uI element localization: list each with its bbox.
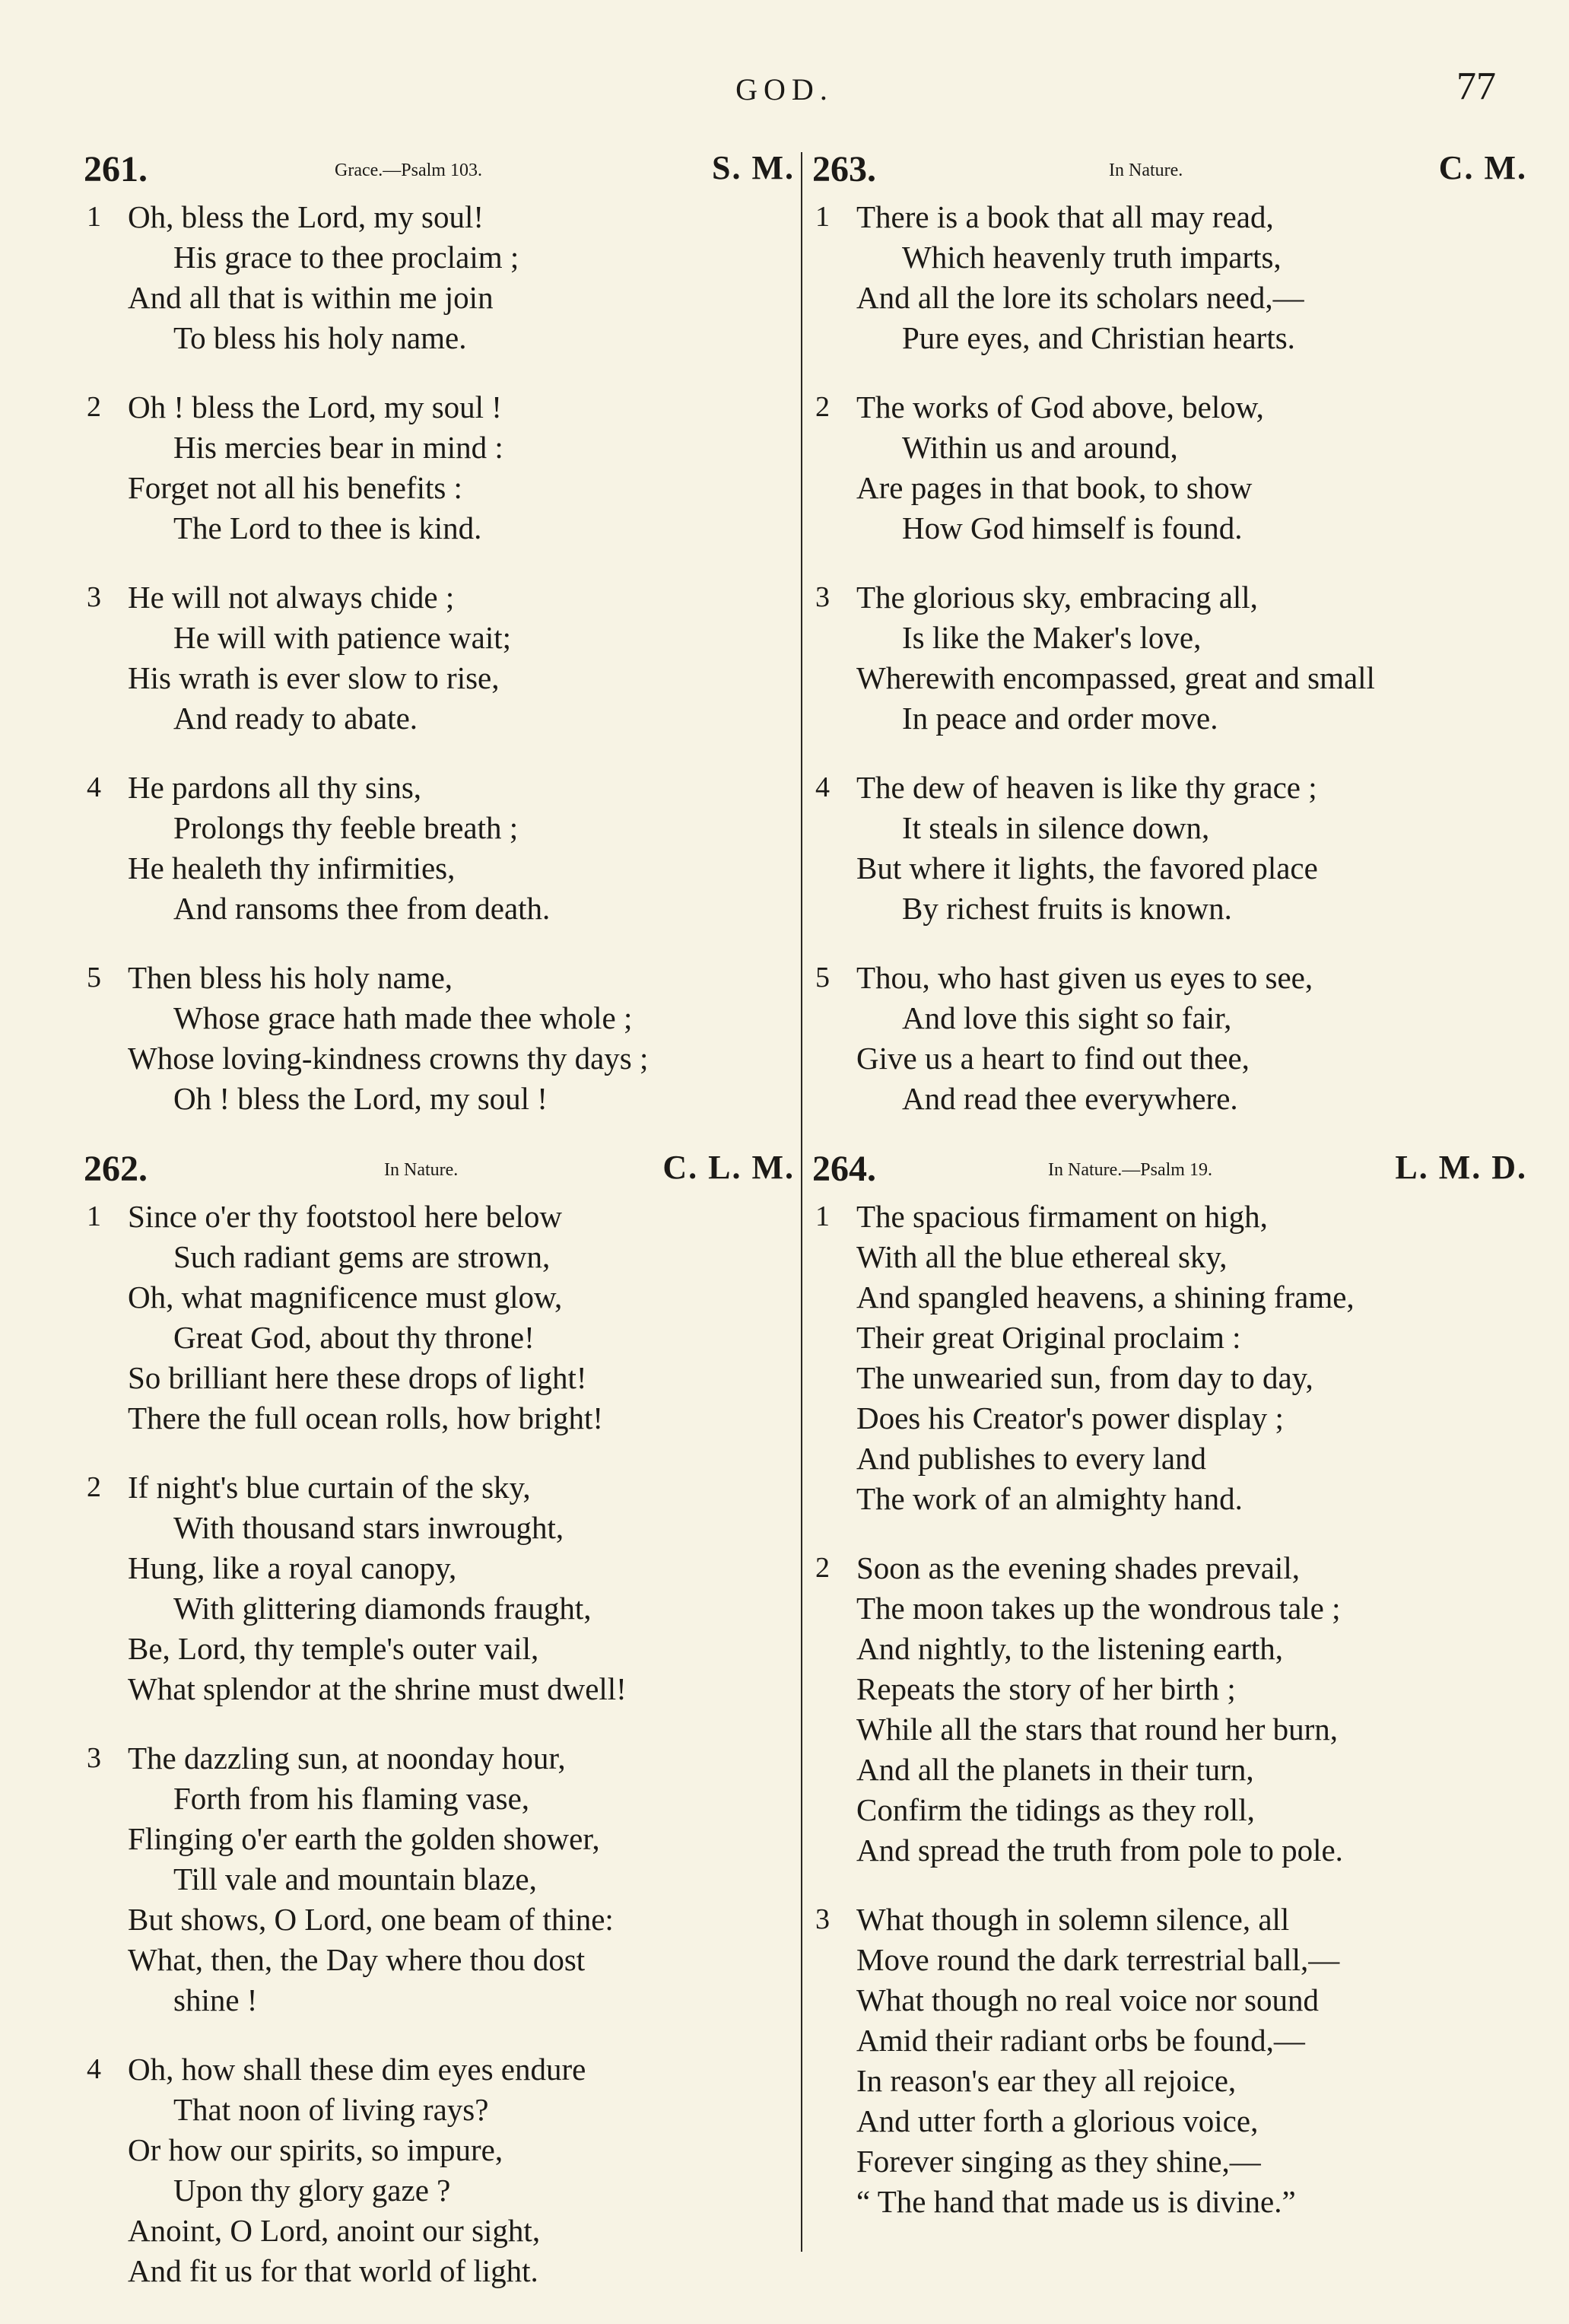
verse-line: What though no real voice nor sound	[856, 1982, 1320, 2017]
verse-line: Confirm the tidings as they roll,	[856, 1792, 1255, 1827]
verse-line: Give us a heart to find out thee,	[856, 1041, 1250, 1076]
column-divider	[801, 152, 802, 2252]
stanza-number: 1	[815, 1200, 830, 1232]
verse-line: Repeats the story of her birth ;	[856, 1671, 1236, 1706]
verse-line: Oh ! bless the Lord, my soul !	[128, 389, 502, 424]
verse-line: And spread the truth from pole to pole.	[856, 1833, 1343, 1868]
hymn-header	[84, 1148, 795, 1197]
verse-line: Are pages in that book, to show	[856, 470, 1253, 505]
verse-line: Whose grace hath made thee whole ;	[173, 1000, 633, 1035]
verse-line: If night's blue curtain of the sky,	[128, 1470, 531, 1505]
verse-line: Then bless his holy name,	[128, 960, 453, 995]
verse-line: Oh, how shall these dim eyes endure	[128, 2052, 586, 2087]
verse-line: He will not always chide ;	[128, 580, 455, 615]
verse-line: And ransoms thee from death.	[173, 891, 551, 926]
verse-line: And love this sight so fair,	[902, 1000, 1232, 1035]
verse-line: Forget not all his benefits :	[128, 470, 462, 505]
verse-line: The moon takes up the wondrous tale ;	[856, 1591, 1341, 1626]
hymn-261	[84, 148, 795, 1119]
verse-line: His wrath is ever slow to rise,	[128, 660, 500, 695]
stanza-number: 4	[815, 771, 830, 803]
verse-line: And fit us for that world of light.	[128, 2253, 538, 2288]
running-head	[0, 67, 1569, 113]
stanza	[84, 577, 795, 739]
verse-line: That noon of living rays?	[173, 2092, 489, 2127]
verse-line: Whose loving-kindness crowns thy days ;	[128, 1041, 649, 1076]
verse-line: The work of an almighty hand.	[856, 1481, 1243, 1516]
verse-line: And spangled heavens, a shining frame,	[856, 1280, 1355, 1315]
stanza-number: 3	[87, 581, 101, 613]
verse-line: Prolongs thy feeble breath ;	[173, 810, 519, 845]
stanza	[812, 1548, 1527, 1871]
stanza	[84, 1197, 795, 1439]
verse-line: It steals in silence down,	[902, 810, 1210, 845]
hymn-meter: C. L. M.	[662, 1149, 795, 1186]
verse-line: What, then, the Day where thou dost	[128, 1942, 586, 1977]
stanza-number: 3	[815, 1903, 830, 1935]
verse-line: Or how our spirits, so impure,	[128, 2132, 503, 2167]
verse-line: He pardons all thy sins,	[128, 770, 422, 805]
hymn-number: 264.	[812, 1149, 876, 1189]
verse-line: There is a book that all may read,	[856, 199, 1274, 234]
hymn-title: In Nature.—Psalm 19.	[1048, 1160, 1212, 1180]
verse-line: The works of God above, below,	[856, 389, 1264, 424]
verse-line: Flinging o'er earth the golden shower,	[128, 1821, 600, 1856]
verse-line: Which heavenly truth imparts,	[902, 240, 1282, 275]
verse-line: Their great Original proclaim :	[856, 1320, 1241, 1355]
verse-line: And nightly, to the listening earth,	[856, 1631, 1284, 1666]
verse-line: In reason's ear they all rejoice,	[856, 2063, 1237, 2098]
stanza	[84, 1467, 795, 1709]
hymn-header	[84, 148, 795, 197]
verse-line: And read thee everywhere.	[902, 1081, 1238, 1116]
verse-line: And publishes to every land	[856, 1441, 1207, 1476]
verse-line: The unwearied sun, from day to day,	[856, 1360, 1313, 1395]
verse-line: Is like the Maker's love,	[902, 620, 1202, 655]
verse-line: How God himself is found.	[902, 510, 1243, 545]
hymn-header	[812, 1148, 1527, 1197]
verse-line: The dazzling sun, at noonday hour,	[128, 1741, 566, 1776]
verse-line: With all the blue ethereal sky,	[856, 1239, 1228, 1274]
verse-line: Within us and around,	[902, 430, 1178, 465]
verse-line: He healeth thy infirmities,	[128, 850, 456, 885]
verse-line: Be, Lord, thy temple's outer vail,	[128, 1631, 539, 1666]
verse-line: Till vale and mountain blaze,	[173, 1861, 537, 1896]
hymn-title: In Nature.	[384, 1160, 459, 1180]
verse-line: Great God, about thy throne!	[173, 1320, 535, 1355]
verse-line: Such radiant gems are strown,	[173, 1239, 551, 1274]
verse-line: And all the planets in their turn,	[856, 1752, 1254, 1787]
verse-line: His grace to thee proclaim ;	[173, 240, 519, 275]
verse-line: Forever singing as they shine,—	[856, 2144, 1261, 2179]
stanza-number: 4	[87, 771, 101, 803]
stanza	[84, 958, 795, 1119]
stanza-number: 3	[815, 581, 830, 613]
verse-line: What splendor at the shrine must dwell!	[128, 1671, 627, 1706]
verse-line: The Lord to thee is kind.	[173, 510, 482, 545]
verse-line: There the full ocean rolls, how bright!	[128, 1400, 604, 1435]
stanza-number: 2	[815, 391, 830, 423]
hymn-number: 263.	[812, 149, 876, 189]
verse-line: The spacious firmament on high,	[856, 1199, 1268, 1234]
hymn-title: Grace.—Psalm 103.	[335, 161, 482, 180]
hymn-264	[812, 1148, 1527, 2222]
verse-line: Does his Creator's power display ;	[856, 1400, 1284, 1435]
hymn-header	[812, 148, 1527, 197]
verse-line: With glittering diamonds fraught,	[173, 1591, 592, 1626]
stanza-number: 3	[87, 1742, 101, 1774]
verse-line: And all that is within me join	[128, 280, 494, 315]
verse-line: In peace and order move.	[902, 701, 1218, 736]
page-number: 77	[1456, 65, 1496, 108]
hymn-meter: L. M. D.	[1395, 1149, 1527, 1186]
hymn-263	[812, 148, 1527, 1119]
hymn-262	[84, 1148, 795, 2291]
verse-line: Move round the dark terrestrial ball,—	[856, 1942, 1340, 1977]
verse-line: While all the stars that round her burn,	[856, 1712, 1339, 1747]
stanza	[84, 387, 795, 548]
stanza	[812, 1197, 1527, 1519]
verse-line: Oh, what magnificence must glow,	[128, 1280, 563, 1315]
stanza	[812, 577, 1527, 739]
verse-line: shine !	[173, 1982, 258, 2017]
hymn-number: 262.	[84, 1149, 148, 1189]
verse-line: Soon as the evening shades prevail,	[856, 1550, 1300, 1585]
hymn-meter: S. M.	[712, 149, 795, 186]
verse-line: Oh ! bless the Lord, my soul !	[173, 1081, 548, 1116]
stanza	[812, 958, 1527, 1119]
verse-line: Oh, bless the Lord, my soul!	[128, 199, 484, 234]
stanza-number: 5	[815, 962, 830, 994]
running-title: GOD.	[735, 72, 834, 107]
verse-line: So brilliant here these drops of light!	[128, 1360, 587, 1395]
stanza	[812, 768, 1527, 929]
stanza	[84, 197, 795, 358]
verse-line: And utter forth a glorious voice,	[856, 2103, 1259, 2138]
verse-line: The dew of heaven is like thy grace ;	[856, 770, 1317, 805]
stanza	[84, 2049, 795, 2291]
verse-line: What though in solemn silence, all	[856, 1902, 1290, 1937]
stanza	[812, 1900, 1527, 2222]
stanza	[84, 1738, 795, 2020]
verse-line: To bless his holy name.	[173, 320, 467, 355]
verse-line: Thou, who hast given us eyes to see,	[856, 960, 1313, 995]
verse-line: Pure eyes, and Christian hearts.	[902, 320, 1295, 355]
stanza-number: 5	[87, 962, 101, 994]
verse-line: The glorious sky, embracing all,	[856, 580, 1258, 615]
verse-line: With thousand stars inwrought,	[173, 1510, 564, 1545]
verse-line: But shows, O Lord, one beam of thine:	[128, 1902, 614, 1937]
stanza	[812, 387, 1527, 548]
verse-line: Since o'er thy footstool here below	[128, 1199, 562, 1234]
verse-line: He will with patience wait;	[173, 620, 512, 655]
stanza-number: 4	[87, 2053, 101, 2085]
verse-line: Amid their radiant orbs be found,—	[856, 2023, 1305, 2058]
verse-line: Hung, like a royal canopy,	[128, 1550, 457, 1585]
verse-line: And ready to abate.	[173, 701, 418, 736]
verse-line: His mercies bear in mind :	[173, 430, 503, 465]
hymn-meter: C. M.	[1438, 149, 1527, 186]
verse-line: But where it lights, the favored place	[856, 850, 1318, 885]
hymn-number: 261.	[84, 149, 148, 189]
stanza-number: 2	[87, 391, 101, 423]
stanza-number: 2	[815, 1552, 830, 1584]
verse-line: Wherewith encompassed, great and small	[856, 660, 1375, 695]
verse-line: Anoint, O Lord, anoint our sight,	[128, 2213, 541, 2248]
stanza	[812, 197, 1527, 358]
stanza-number: 1	[815, 201, 830, 233]
stanza	[84, 768, 795, 929]
left-column	[84, 148, 795, 2320]
stanza-number: 2	[87, 1471, 101, 1503]
right-column	[812, 148, 1527, 2251]
stanza-number: 1	[87, 1200, 101, 1232]
verse-line: By richest fruits is known.	[902, 891, 1232, 926]
verse-line: Forth from his flaming vase,	[173, 1781, 530, 1816]
verse-line: Upon thy glory gaze ?	[173, 2173, 451, 2208]
verse-line: “ The hand that made us is divine.”	[856, 2184, 1296, 2219]
verse-line: And all the lore its scholars need,—	[856, 280, 1304, 315]
hymn-title: In Nature.	[1109, 161, 1183, 180]
stanza-number: 1	[87, 201, 101, 233]
